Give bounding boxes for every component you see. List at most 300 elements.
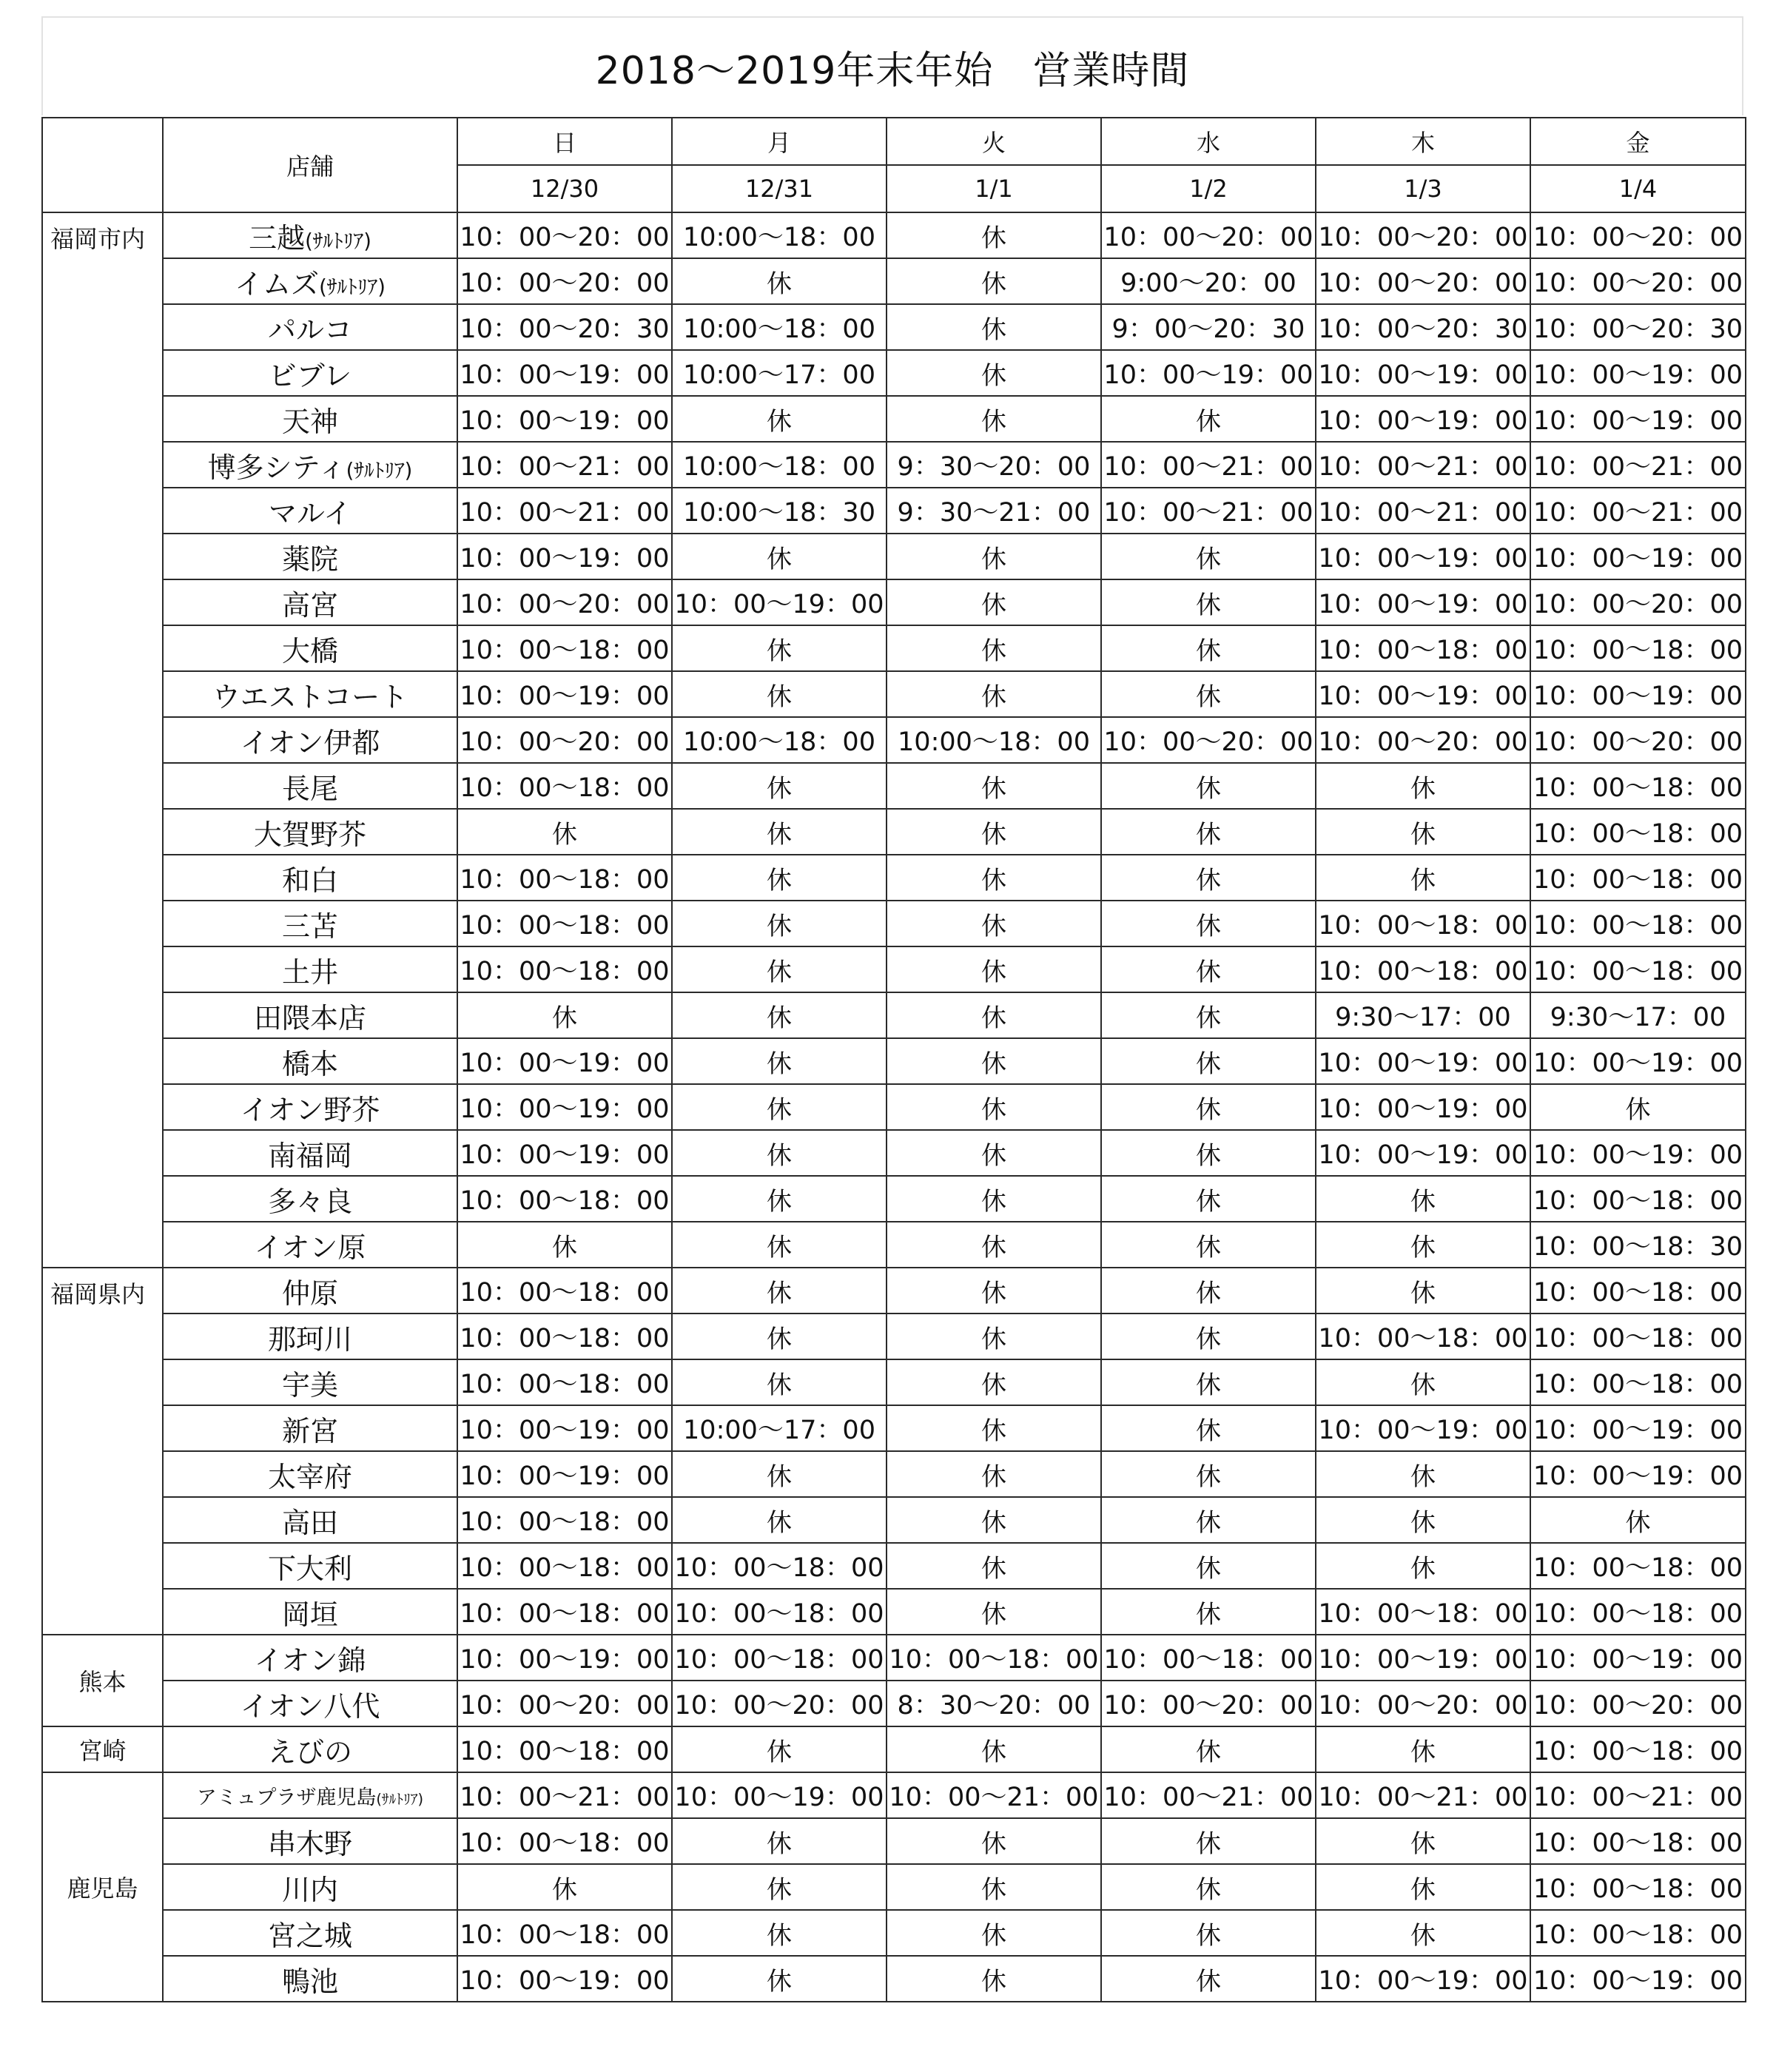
- store-name: 田隈本店: [253, 1001, 366, 1035]
- table-row: [42, 1359, 1746, 1405]
- store-name-cell: [163, 1589, 457, 1635]
- hours-cell: 休: [887, 1038, 1101, 1084]
- table-body: [42, 118, 1746, 2002]
- hours-cell: 10：00～18：00: [1530, 855, 1746, 901]
- hours-cell: 10：00～19：00: [672, 1772, 887, 1818]
- table-row: [42, 396, 1746, 442]
- hours-cell: 休: [887, 855, 1101, 901]
- store-note: (ｻﾙﾄﾘｱ): [319, 275, 386, 299]
- date-header: 1/3: [1316, 165, 1530, 212]
- hours-cell: 休: [887, 1268, 1101, 1314]
- table-row: [42, 350, 1746, 396]
- hours-cell: 休: [887, 396, 1101, 442]
- hours-cell: 10：00～19：00: [457, 1130, 672, 1176]
- store-name-cell: [163, 1130, 457, 1176]
- hours-cell: 10：00～19：00: [1316, 1956, 1530, 2002]
- store-name: 土井: [281, 955, 338, 989]
- hours-cell: 休: [887, 534, 1101, 579]
- hours-cell: 10：00～19：00: [1530, 534, 1746, 579]
- hours-cell: 休: [1316, 1910, 1530, 1956]
- hours-cell: 10：00～21：00: [457, 488, 672, 534]
- hours-cell: 10：00～18：00: [457, 1543, 672, 1589]
- table-row: [42, 1635, 1746, 1681]
- hours-cell: 休: [1316, 1864, 1530, 1910]
- hours-cell: 休: [887, 212, 1101, 258]
- hours-cell: 休: [887, 1726, 1101, 1772]
- hours-cell: 休: [887, 1130, 1101, 1176]
- hours-cell: 休: [672, 1176, 887, 1222]
- hours-cell: 10：00～20：00: [1530, 212, 1746, 258]
- hours-cell: 10：00～18：00: [1530, 1818, 1746, 1864]
- hours-cell: 10：00～18：00: [457, 625, 672, 671]
- hours-cell: 休: [1101, 579, 1316, 625]
- hours-cell: 10：00～19：00: [1316, 396, 1530, 442]
- table-row: [42, 1497, 1746, 1543]
- store-name-cell: [163, 855, 457, 901]
- table-row: [42, 855, 1746, 901]
- table-row: [42, 1772, 1746, 1818]
- store-name: 大橋: [281, 634, 338, 667]
- hours-cell: 休: [672, 1084, 887, 1130]
- hours-cell: 10：00～18：00: [457, 855, 672, 901]
- hours-cell: 10：00～19：00: [457, 350, 672, 396]
- hours-cell: 10：00～18：00: [457, 1589, 672, 1635]
- hours-cell: 休: [672, 992, 887, 1038]
- hours-cell: 10：00～18：00: [457, 1176, 672, 1222]
- store-name: 串木野: [267, 1827, 352, 1860]
- day-header: 日: [457, 118, 672, 165]
- hours-cell: 10:00～18：00: [887, 717, 1101, 763]
- hours-cell: 休: [887, 350, 1101, 396]
- hours-cell: 休: [887, 625, 1101, 671]
- hours-cell: 休: [1101, 809, 1316, 855]
- store-name: イオン八代: [240, 1689, 380, 1723]
- hours-cell: 休: [1101, 1405, 1316, 1451]
- store-name-cell: [163, 1818, 457, 1864]
- hours-cell: 10：00～20：30: [1530, 304, 1746, 350]
- hours-cell: 休: [1101, 625, 1316, 671]
- store-name-cell: [163, 488, 457, 534]
- hours-cell: 休: [1101, 1359, 1316, 1405]
- store-name-cell: [163, 1497, 457, 1543]
- region-label: 宮崎: [42, 1726, 163, 1772]
- table-row: [42, 534, 1746, 579]
- table-row: [42, 442, 1746, 488]
- store-name: イオン原: [254, 1231, 366, 1264]
- store-name: 宮之城: [267, 1919, 352, 1952]
- hours-cell: 休: [887, 579, 1101, 625]
- hours-cell: 休: [1101, 1497, 1316, 1543]
- table-row: [42, 304, 1746, 350]
- hours-cell: 休: [887, 258, 1101, 304]
- table-row: [42, 1451, 1746, 1497]
- hours-cell: 10：00～19：00: [1316, 1130, 1530, 1176]
- store-name-cell: [163, 1359, 457, 1405]
- store-name-cell: [163, 1222, 457, 1268]
- hours-cell: 10：00～18：00: [457, 763, 672, 809]
- hours-cell: 休: [1101, 671, 1316, 717]
- hours-cell: 10：00～19：00: [1316, 534, 1530, 579]
- hours-cell: 10：00～18：00: [457, 1268, 672, 1314]
- store-name-cell: [163, 671, 457, 717]
- store-name: 高田: [281, 1506, 338, 1539]
- hours-cell: 9：30～20：00: [887, 442, 1101, 488]
- schedule-sheet: [41, 16, 1745, 2063]
- hours-cell: 10：00～20：00: [1530, 258, 1746, 304]
- hours-cell: 10：00～18：00: [1530, 1268, 1746, 1314]
- hours-cell: 10：00～18：00: [457, 1726, 672, 1772]
- hours-cell: 10：00～20：00: [457, 212, 672, 258]
- store-name-cell: [163, 304, 457, 350]
- hours-cell: 10：00～19：00: [457, 1956, 672, 2002]
- table-row: [42, 671, 1746, 717]
- hours-cell: 10：00～20：00: [457, 579, 672, 625]
- hours-table: [41, 117, 1746, 2002]
- table-row: [42, 1726, 1746, 1772]
- hours-cell: 休: [887, 1497, 1101, 1543]
- date-header: 1/1: [887, 165, 1101, 212]
- hours-cell: 休: [672, 396, 887, 442]
- store-name-cell: [163, 534, 457, 579]
- hours-cell: 休: [1316, 1222, 1530, 1268]
- hours-cell: 休: [672, 1451, 887, 1497]
- hours-cell: 休: [887, 901, 1101, 946]
- store-name-cell: [163, 901, 457, 946]
- store-name: 和白: [281, 864, 338, 897]
- hours-cell: 休: [887, 1314, 1101, 1359]
- title-bar: [41, 16, 1743, 115]
- table-row: [42, 1864, 1746, 1910]
- date-header: 12/31: [672, 165, 887, 212]
- region-header-cell: [42, 118, 163, 212]
- hours-cell: 10：00～18：00: [1530, 809, 1746, 855]
- store-name-cell: [163, 1314, 457, 1359]
- hours-cell: 10：00～18：00: [457, 1314, 672, 1359]
- hours-cell: 休: [1316, 1497, 1530, 1543]
- hours-cell: 10：00～18：00: [1530, 1589, 1746, 1635]
- hours-cell: 10:00～18：00: [672, 304, 887, 350]
- hours-cell: 10：00～18：00: [887, 1635, 1101, 1681]
- day-header: 月: [672, 118, 887, 165]
- hours-cell: 休: [1316, 1359, 1530, 1405]
- hours-cell: 休: [887, 1864, 1101, 1910]
- hours-cell: 10：00～18：00: [1530, 1359, 1746, 1405]
- region-label: 熊本: [42, 1635, 163, 1726]
- hours-cell: 10:00～18：30: [672, 488, 887, 534]
- hours-cell: 10：00～19：00: [1530, 1038, 1746, 1084]
- hours-cell: 休: [887, 1084, 1101, 1130]
- store-name: えびの: [267, 1735, 352, 1769]
- store-name-cell: [163, 350, 457, 396]
- hours-cell: 休: [1101, 1910, 1316, 1956]
- hours-cell: 10：00～21：00: [1530, 442, 1746, 488]
- store-column-header: 店舗: [163, 118, 457, 212]
- hours-cell: 10：00～19：00: [1530, 1635, 1746, 1681]
- hours-cell: 休: [887, 671, 1101, 717]
- hours-cell: 10：00～19：00: [1530, 396, 1746, 442]
- hours-cell: 9：00～20：30: [1101, 304, 1316, 350]
- store-name: 三苫: [281, 909, 338, 943]
- store-name-cell: [163, 625, 457, 671]
- hours-cell: 10：00～18：00: [1530, 1314, 1746, 1359]
- hours-cell: 10：00～20：00: [1101, 1681, 1316, 1726]
- hours-cell: 10：00～18：30: [1530, 1222, 1746, 1268]
- hours-cell: 休: [887, 992, 1101, 1038]
- store-name: 鴨池: [281, 1965, 338, 1998]
- store-name: 新宮: [281, 1414, 338, 1447]
- store-name-cell: [163, 1084, 457, 1130]
- store-name: 川内: [281, 1873, 338, 1906]
- hours-cell: 10：00～18：00: [1530, 763, 1746, 809]
- region-label: 福岡県内: [42, 1268, 163, 1635]
- hours-cell: 休: [672, 901, 887, 946]
- store-name-cell: [163, 1405, 457, 1451]
- hours-cell: 休: [457, 992, 672, 1038]
- store-name: 長尾: [281, 772, 338, 805]
- hours-cell: 10：00～18：00: [1530, 901, 1746, 946]
- store-name: イオン錦: [254, 1644, 366, 1677]
- store-name-cell: [163, 809, 457, 855]
- store-name: ビブレ: [268, 359, 352, 392]
- hours-cell: 10：00～21：00: [887, 1772, 1101, 1818]
- hours-cell: 10：00～19：00: [457, 534, 672, 579]
- hours-cell: 10:00～17：00: [672, 1405, 887, 1451]
- hours-cell: 10：00～19：00: [1530, 1405, 1746, 1451]
- hours-cell: 休: [1101, 1956, 1316, 2002]
- hours-cell: 10：00～18：00: [1101, 1635, 1316, 1681]
- store-name: 宇美: [281, 1368, 338, 1402]
- hours-cell: 10:00～18：00: [672, 442, 887, 488]
- table-row: [42, 1956, 1746, 2002]
- table-row: [42, 1314, 1746, 1359]
- store-name-cell: [163, 1543, 457, 1589]
- hours-cell: 10：00～20：30: [457, 304, 672, 350]
- hours-cell: 休: [1316, 809, 1530, 855]
- hours-cell: 休: [1101, 901, 1316, 946]
- store-name: アミュプラザ鹿児島: [196, 1786, 377, 1809]
- table-row: [42, 717, 1746, 763]
- hours-cell: 休: [672, 625, 887, 671]
- hours-cell: 10：00～20：00: [457, 717, 672, 763]
- hours-cell: 休: [1101, 1038, 1316, 1084]
- hours-cell: 10：00～19：00: [1316, 1038, 1530, 1084]
- store-name: 那珂川: [267, 1322, 352, 1356]
- day-header: 金: [1530, 118, 1746, 165]
- hours-cell: 10：00～18：00: [1530, 1726, 1746, 1772]
- table-row: [42, 488, 1746, 534]
- store-name: 橋本: [281, 1047, 338, 1080]
- hours-cell: 休: [1101, 1864, 1316, 1910]
- store-name-cell: [163, 1451, 457, 1497]
- hours-cell: 休: [887, 1451, 1101, 1497]
- hours-cell: 10：00～19：00: [1316, 1635, 1530, 1681]
- hours-cell: 休: [1101, 1176, 1316, 1222]
- page-title: 2018～2019年末年始 営業時間: [595, 48, 1190, 93]
- store-name-cell: [163, 1910, 457, 1956]
- table-row: [42, 1222, 1746, 1268]
- store-note: (ｻﾙﾄﾘｱ): [346, 459, 413, 482]
- hours-cell: 10：00～19：00: [1101, 350, 1316, 396]
- hours-cell: 9：30～21：00: [887, 488, 1101, 534]
- hours-cell: 休: [672, 1268, 887, 1314]
- hours-cell: 10：00～21：00: [457, 442, 672, 488]
- hours-cell: 10：00～19：00: [1316, 1084, 1530, 1130]
- hours-cell: 休: [672, 1222, 887, 1268]
- store-name: パルコ: [267, 313, 352, 346]
- date-header: 1/2: [1101, 165, 1316, 212]
- hours-cell: 休: [672, 763, 887, 809]
- hours-cell: 10：00～18：00: [457, 901, 672, 946]
- hours-cell: 10：00～20：00: [1316, 258, 1530, 304]
- table-row: [42, 1268, 1746, 1314]
- table-row: [42, 901, 1746, 946]
- store-name-cell: [163, 1635, 457, 1681]
- hours-cell: 10：00～18：00: [1316, 625, 1530, 671]
- hours-cell: 休: [887, 1589, 1101, 1635]
- store-name: イオン伊都: [240, 726, 380, 759]
- hours-cell: 休: [672, 1726, 887, 1772]
- hours-cell: 10：00～19：00: [1530, 350, 1746, 396]
- hours-cell: 10：00～18：00: [1530, 1176, 1746, 1222]
- table-row: [42, 1176, 1746, 1222]
- hours-cell: 休: [672, 1864, 887, 1910]
- store-note: (ｻﾙﾄﾘｱ): [305, 229, 371, 253]
- hours-cell: 休: [1101, 1314, 1316, 1359]
- store-name-cell: [163, 1268, 457, 1314]
- hours-cell: 休: [1101, 1268, 1316, 1314]
- hours-cell: 10：00～18：00: [1530, 1543, 1746, 1589]
- hours-cell: 10：00～19：00: [1316, 1405, 1530, 1451]
- hours-cell: 10：00～21：00: [1316, 1772, 1530, 1818]
- store-name-cell: [163, 258, 457, 304]
- hours-cell: 10：00～18：00: [672, 1635, 887, 1681]
- hours-cell: 10：00～19：00: [1316, 579, 1530, 625]
- hours-cell: 10：00～21：00: [1530, 488, 1746, 534]
- hours-cell: 休: [887, 1176, 1101, 1222]
- hours-cell: 10:00～18：00: [672, 212, 887, 258]
- hours-cell: 休: [672, 1359, 887, 1405]
- hours-cell: 休: [1101, 1726, 1316, 1772]
- hours-cell: 10：00～18：00: [457, 946, 672, 992]
- store-name-cell: [163, 1726, 457, 1772]
- hours-cell: 休: [1101, 992, 1316, 1038]
- hours-cell: 休: [1316, 1176, 1530, 1222]
- hours-cell: 9:00～20：00: [1101, 258, 1316, 304]
- table-row: [42, 763, 1746, 809]
- store-name: マルイ: [268, 497, 352, 530]
- hours-cell: 10：00～18：00: [457, 1497, 672, 1543]
- hours-cell: 休: [457, 809, 672, 855]
- hours-cell: 10：00～21：00: [457, 1772, 672, 1818]
- hours-cell: 休: [672, 1497, 887, 1543]
- store-name: 南福岡: [267, 1139, 352, 1172]
- hours-cell: 休: [1101, 1130, 1316, 1176]
- store-name-cell: [163, 212, 457, 258]
- hours-cell: 10：00～21：00: [1316, 442, 1530, 488]
- hours-cell: 休: [887, 1910, 1101, 1956]
- hours-cell: 休: [672, 946, 887, 992]
- hours-cell: 休: [887, 1818, 1101, 1864]
- store-name-cell: [163, 396, 457, 442]
- store-name-cell: [163, 763, 457, 809]
- hours-cell: 休: [1316, 1726, 1530, 1772]
- table-row: [42, 1910, 1746, 1956]
- store-name: ウエストコート: [212, 680, 408, 713]
- date-header: 12/30: [457, 165, 672, 212]
- store-name: 岡垣: [281, 1598, 338, 1631]
- hours-cell: 10：00～19：00: [1530, 1130, 1746, 1176]
- hours-cell: 10：00～18：00: [1530, 625, 1746, 671]
- hours-cell: 10：00～20：00: [1101, 717, 1316, 763]
- hours-cell: 休: [672, 1038, 887, 1084]
- store-name-cell: [163, 1038, 457, 1084]
- hours-cell: 休: [672, 1956, 887, 2002]
- store-name: 博多シティ: [207, 451, 346, 484]
- hours-cell: 休: [1101, 534, 1316, 579]
- hours-cell: 10：00～18：00: [457, 1818, 672, 1864]
- store-name-cell: [163, 1176, 457, 1222]
- hours-cell: 休: [1316, 1818, 1530, 1864]
- hours-cell: 10：00～18：00: [1530, 946, 1746, 992]
- hours-cell: 8：30～20：00: [887, 1681, 1101, 1726]
- date-header: 1/4: [1530, 165, 1746, 212]
- store-name: イムズ: [235, 267, 320, 300]
- hours-cell: 休: [1530, 1084, 1746, 1130]
- table-row: [42, 1818, 1746, 1864]
- hours-cell: 10：00～20：00: [1101, 212, 1316, 258]
- hours-cell: 休: [672, 1910, 887, 1956]
- hours-cell: 10：00～20：30: [1316, 304, 1530, 350]
- hours-cell: 10：00～21：00: [1101, 442, 1316, 488]
- hours-cell: 10：00～18：00: [1316, 1589, 1530, 1635]
- hours-cell: 10：00～20：00: [1530, 579, 1746, 625]
- hours-cell: 休: [887, 809, 1101, 855]
- table-row: [42, 625, 1746, 671]
- hours-cell: 10：00～19：00: [457, 671, 672, 717]
- store-name-cell: [163, 946, 457, 992]
- table-row: [42, 1543, 1746, 1589]
- table-row: [42, 1405, 1746, 1451]
- store-name: 仲原: [281, 1276, 338, 1310]
- hours-cell: 休: [887, 1359, 1101, 1405]
- hours-cell: 休: [1316, 1451, 1530, 1497]
- table-row: [42, 212, 1746, 258]
- hours-cell: 10：00～18：00: [457, 1910, 672, 1956]
- hours-cell: 10：00～18：00: [1316, 1314, 1530, 1359]
- table-row: [42, 992, 1746, 1038]
- hours-cell: 10：00～18：00: [672, 1589, 887, 1635]
- hours-cell: 休: [1101, 396, 1316, 442]
- hours-cell: 休: [672, 1818, 887, 1864]
- hours-cell: 休: [1316, 855, 1530, 901]
- table-row: [42, 1589, 1746, 1635]
- store-name: 薬院: [281, 542, 338, 576]
- table-row: [42, 1681, 1746, 1726]
- hours-cell: 10：00～19：00: [1316, 350, 1530, 396]
- store-name-cell: [163, 1956, 457, 2002]
- hours-cell: 休: [1101, 1589, 1316, 1635]
- table-row: [42, 258, 1746, 304]
- hours-cell: 10：00～18：00: [1316, 901, 1530, 946]
- table-row: [42, 1084, 1746, 1130]
- hours-cell: 休: [672, 671, 887, 717]
- hours-cell: 休: [672, 1130, 887, 1176]
- hours-cell: 10：00～20：00: [1316, 212, 1530, 258]
- hours-cell: 10：00～19：00: [1530, 1956, 1746, 2002]
- store-name: 下大利: [267, 1552, 352, 1585]
- hours-cell: 10：00～20：00: [672, 1681, 887, 1726]
- hours-cell: 10：00～18：00: [1530, 1910, 1746, 1956]
